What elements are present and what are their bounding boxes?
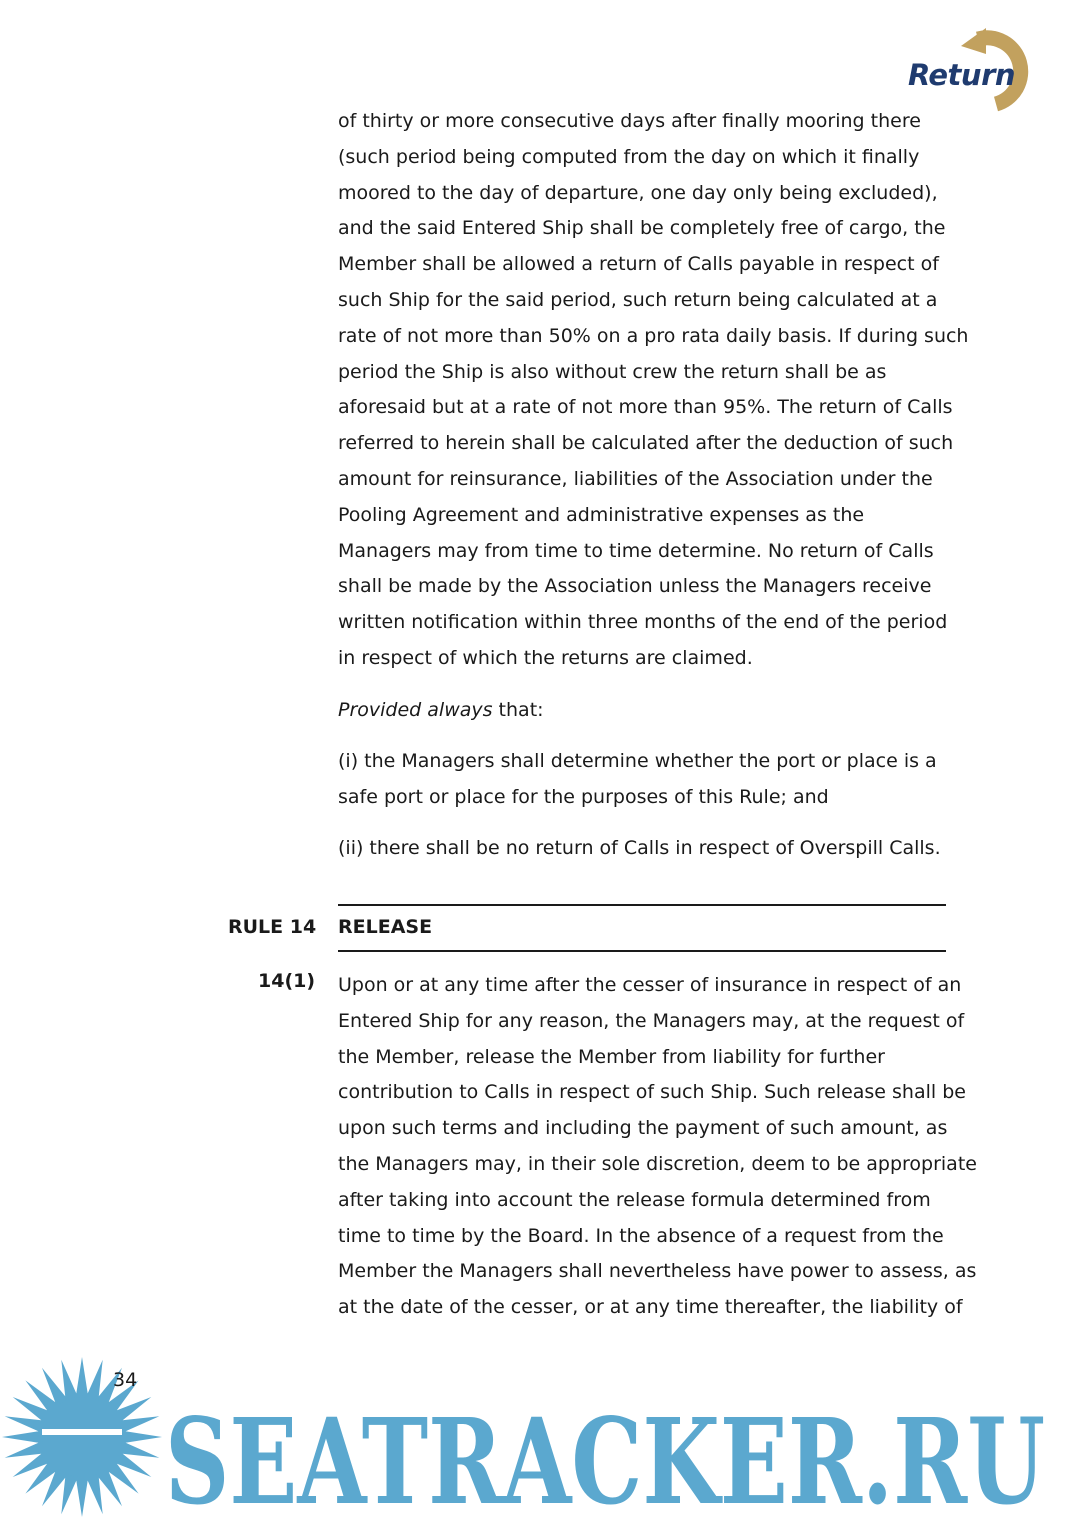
rule-number: RULE 14 — [228, 916, 317, 938]
paragraph-line: written notification within three months of the end of the period — [338, 611, 948, 634]
watermark-text: SEATRACKER.RU — [165, 1392, 1045, 1524]
paragraph-line: such Ship for the said period, such return being calculated at a — [338, 288, 938, 311]
paragraph-line: Member shall be allowed a return of Calls payable in respect of — [338, 253, 939, 276]
watermark — [0, 1355, 1080, 1524]
paragraph-line: moored to the day of departure, one day only being excluded), — [338, 181, 938, 204]
continued-paragraph — [338, 104, 969, 677]
paragraph-line: in respect of which the returns are claimed. — [338, 646, 753, 669]
paragraph-line: period the Ship is also without crew the return shall be as — [338, 360, 887, 383]
sun-disc — [42, 1397, 122, 1477]
subrule-line: time to time by the Board. In the absence of a request from the — [338, 1224, 944, 1247]
subrule-line: the Member, release the Member from liability for further — [338, 1045, 885, 1068]
subrule-line: Member the Managers shall nevertheless have power to assess, as — [338, 1260, 977, 1283]
sun-horizon — [42, 1429, 122, 1435]
proviso-item-ii — [338, 831, 958, 867]
rule-divider-top — [338, 904, 946, 906]
paragraph-line: aforesaid but at a rate of not more than 95%. The return of Calls — [338, 396, 953, 419]
item-line: safe port or place for the purposes of this Rule; and — [338, 785, 829, 808]
paragraph-line: amount for reinsurance, liabilities of the Association under the — [338, 467, 933, 490]
subrule-line: upon such terms and including the payment of such amount, as — [338, 1117, 948, 1140]
subrule-line: the Managers may, in their sole discretion, deem to be appropriate — [338, 1152, 977, 1175]
return-button[interactable] — [900, 28, 1050, 112]
subrule-text — [338, 968, 977, 1326]
paragraph-line: shall be made by the Association unless the Managers receive — [338, 575, 932, 598]
rule-title: RELEASE — [338, 916, 433, 938]
subrule-line: Entered Ship for any reason, the Managers may, at the request of — [338, 1009, 965, 1032]
rule-divider-bottom — [338, 950, 946, 952]
subrule-line: Upon or at any time after the cesser of insurance in respect of an — [338, 974, 962, 996]
paragraph-line: Pooling Agreement and administrative expenses as the — [338, 503, 865, 526]
proviso-emphasis: Provided always — [338, 699, 493, 721]
proviso-item-i — [338, 744, 958, 816]
paragraph-line: of thirty or more consecutive days after finally mooring there — [338, 110, 921, 132]
sun-icon — [2, 1357, 162, 1517]
return-label: Return — [908, 58, 1016, 92]
item-line: (i) the Managers shall determine whether the port or place is a — [338, 750, 937, 772]
paragraph-line: Managers may from time to time determine. No return of Calls — [338, 539, 934, 562]
subrule-number: 14(1) — [258, 970, 316, 992]
proviso — [338, 693, 958, 729]
paragraph-line: referred to herein shall be calculated after the deduction of such — [338, 432, 954, 455]
paragraph-line: (such period being computed from the day on which it finally — [338, 145, 920, 168]
subrule-line: contribution to Calls in respect of such Ship. Such release shall be — [338, 1081, 966, 1104]
paragraph-line: rate of not more than 50% on a pro rata daily basis. If during such — [338, 324, 969, 347]
page-number: 34 — [113, 1369, 138, 1391]
subrule-line: at the date of the cesser, or at any time thereafter, the liability of — [338, 1296, 963, 1319]
subrule-line: after taking into account the release formula determined from — [338, 1188, 931, 1211]
item-line: (ii) there shall be no return of Calls in respect of Overspill Calls. — [338, 837, 941, 859]
proviso-rest: that: — [492, 699, 544, 721]
paragraph-line: and the said Entered Ship shall be completely free of cargo, the — [338, 217, 946, 240]
